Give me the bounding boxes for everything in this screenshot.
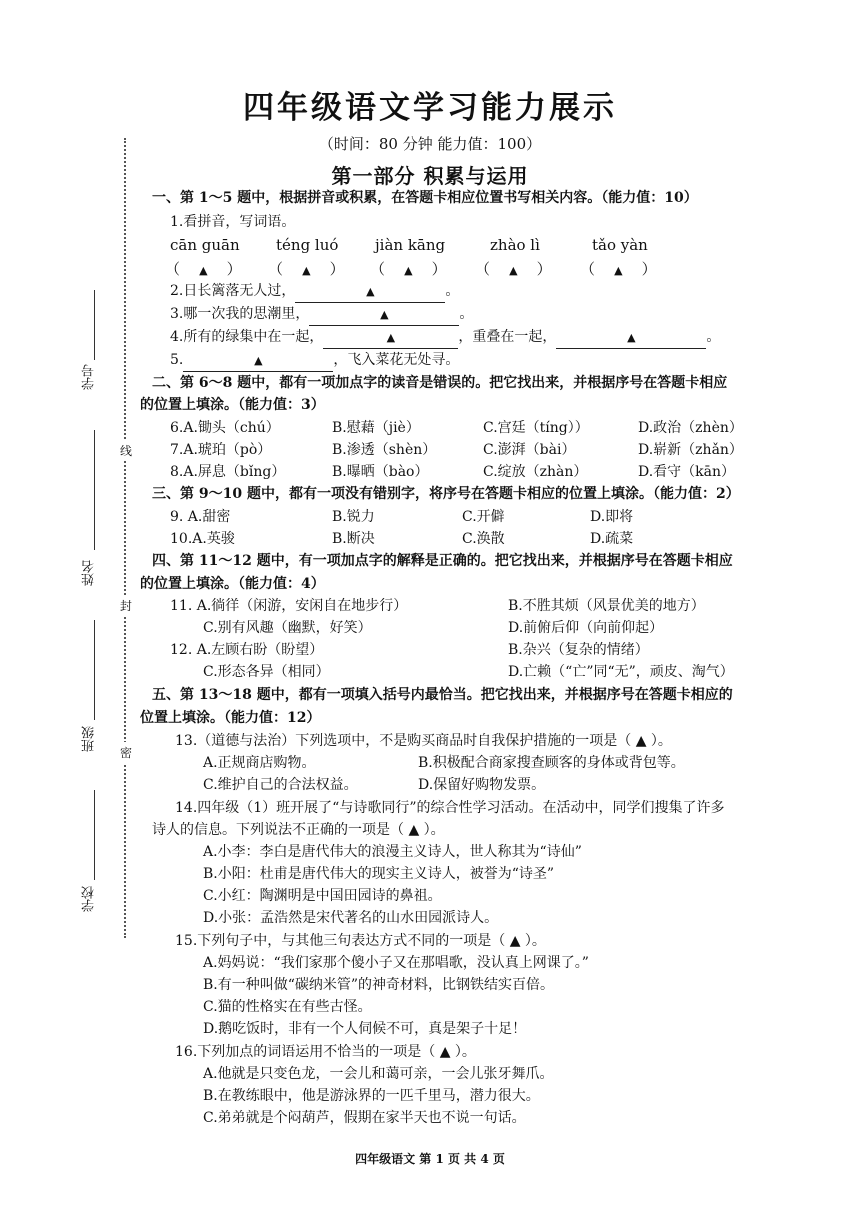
q2-r2-d[interactable]: D.崭新（zhǎn） — [638, 442, 743, 458]
q16-opt-b[interactable]: B.在教练眼中，他是游泳界的一匹千里马，潜力很大。 — [203, 1088, 540, 1104]
q13-stem: 13.（道德与法治）下列选项中，不是购买商品时自我保护措施的一项是（ ▲ ）。 — [175, 733, 672, 749]
label-class: 班级 — [82, 726, 97, 752]
marker-icon: ▲ — [254, 354, 263, 367]
q3-r2-c[interactable]: C.涣散 — [462, 531, 505, 547]
q3-r2-d[interactable]: D.疏菜 — [590, 531, 634, 547]
q15-opt-d[interactable]: D.鹅吃饭时，非有一个人伺候不可，真是架子十足！ — [203, 1021, 527, 1037]
marker-icon: ▲ — [366, 285, 375, 298]
marker-icon: ▲ — [302, 264, 311, 277]
q1-heading: 一、第 1～5 题中，根据拼音或积累，在答题卡相应位置书写相关内容。（能力值：10） — [152, 190, 698, 206]
exam-info: （时间：80 分钟 能力值：100） — [318, 135, 542, 153]
q16-opt-a[interactable]: A.他就是只变色龙，一会儿和蔼可亲，一会儿张牙舞爪。 — [203, 1066, 554, 1082]
field-class[interactable] — [94, 620, 95, 720]
q5-heading-2: 位置上填涂。（能力值：12） — [140, 710, 321, 726]
q2-r1-d[interactable]: D.政治（zhèn） — [638, 420, 743, 436]
q5-heading-1: 五、第 13～18 题中，都有一项填入括号内最恰当。把它找出来，并根据序号在答题卡相应的 — [152, 687, 733, 703]
answer-box-3[interactable]: （ ▲ ） — [370, 260, 447, 278]
pinyin-2: téng luó — [276, 236, 339, 254]
q16-opt-c[interactable]: C.弟弟就是个闷葫芦，假期在家半天也不说一句话。 — [203, 1110, 526, 1126]
q4-r1-b[interactable]: B.不胜其烦（风景优美的地方） — [508, 598, 705, 614]
q2-heading-2: 的位置上填涂。（能力值：3） — [140, 397, 325, 413]
label-school: 学校 — [82, 886, 97, 912]
q14-opt-b[interactable]: B.小阳：杜甫是唐代伟大的现实主义诗人，被誉为“诗圣” — [203, 866, 555, 882]
q14-opt-d[interactable]: D.小张：孟浩然是宋代著名的山水田园派诗人。 — [203, 910, 499, 926]
q1-sub: 1.看拼音，写词语。 — [170, 214, 296, 230]
q2-r2-c[interactable]: C.澎湃（bài） — [483, 442, 576, 458]
pinyin-1: cān guān — [170, 236, 240, 254]
q2-r1-b[interactable]: B.慰藉（jiè） — [332, 420, 420, 436]
q2-r3-c[interactable]: C.绽放（zhàn） — [483, 464, 588, 480]
q15-opt-a[interactable]: A.妈妈说：“我们家那个傻小子又在那唱歌，没认真上网课了。” — [203, 955, 589, 971]
q13-opt-b[interactable]: B.积极配合商家搜查顾客的身体或背包等。 — [418, 755, 685, 771]
label-student-number: 学号 — [82, 364, 97, 390]
q15-stem: 15.下列句子中，与其他三句表达方式不同的一项是（ ▲ ）。 — [175, 933, 546, 949]
fill-blank-4b[interactable] — [556, 327, 706, 349]
q14-stem-2: 诗人的信息。下列说法不正确的一项是（ ▲ ）。 — [152, 822, 445, 838]
q13-opt-c[interactable]: C.维护自己的合法权益。 — [203, 777, 358, 793]
field-name[interactable] — [94, 430, 95, 550]
q4-r3-b[interactable]: B.杂兴（复杂的情绪） — [508, 642, 649, 658]
label-name: 姓名 — [82, 560, 97, 586]
q4-r2-c[interactable]: C.别有风趣（幽默，好笑） — [203, 620, 372, 636]
q2-r3-d[interactable]: D.看守（kān） — [638, 464, 736, 480]
q4-r4-c[interactable]: C.形态各异（相同） — [203, 664, 330, 680]
q14-opt-c[interactable]: C.小红：陶渊明是中国田园诗的鼻祖。 — [203, 888, 442, 904]
q1-item-4: 4.所有的绿集中在一起， ▲ ，重叠在一起， ▲ 。 — [170, 327, 720, 349]
q3-r2-a[interactable]: 10.A.英骏 — [170, 531, 235, 547]
q13-opt-d[interactable]: D.保留好购物发票。 — [418, 777, 546, 793]
q4-heading-1: 四、第 11～12 题中，有一项加点字的解释是正确的。把它找出来，并根据序号在答题卡相应 — [152, 553, 733, 569]
part-title: 第一部分 积累与运用 — [331, 164, 529, 188]
q2-r2-b[interactable]: B.渗透（shèn） — [332, 442, 437, 458]
marker-icon: ▲ — [199, 264, 208, 277]
fill-blank-4a[interactable] — [323, 327, 458, 349]
field-school[interactable] — [94, 790, 95, 880]
page-footer: 四年级语文 第 1 页 共 4 页 — [355, 1152, 505, 1166]
pinyin-3: jiàn kāng — [375, 236, 446, 254]
q1-item-5: 5. ▲ ，飞入菜花无处寻。 — [170, 350, 459, 372]
q2-r1-a[interactable]: 6.A.锄头（chú） — [170, 420, 280, 436]
q14-stem-1: 14.四年级（1）班开展了“与诗歌同行”的综合性学习活动。在活动中，同学们搜集了许多 — [175, 800, 725, 816]
fill-blank-5[interactable] — [183, 350, 333, 372]
marker-icon: ▲ — [386, 331, 396, 344]
q2-r2-a[interactable]: 7.A.琥珀（pò） — [170, 442, 272, 458]
answer-box-4[interactable]: （ ▲ ） — [475, 260, 552, 278]
q3-r1-b[interactable]: B.锐力 — [332, 509, 375, 525]
q15-opt-b[interactable]: B.有一种叫做“碳纳米管”的神奇材料，比钢铁结实百倍。 — [203, 977, 555, 993]
q15-opt-c[interactable]: C.猫的性格实在有些古怪。 — [203, 999, 372, 1015]
q14-opt-a[interactable]: A.小李：李白是唐代伟大的浪漫主义诗人，世人称其为“诗仙” — [203, 844, 582, 860]
q4-r2-d[interactable]: D.前俯后仰（向前仰起） — [508, 620, 664, 636]
q3-heading: 三、第 9～10 题中，都有一项没有错别字，将序号在答题卡相应的位置上填涂。（能力值：2） — [152, 486, 740, 502]
q1-item-2: 2.日长篱落无人过， ▲ 。 — [170, 281, 459, 303]
q4-r3-a[interactable]: 12. A.左顾右盼（盼望） — [170, 642, 324, 658]
marker-icon: ▲ — [627, 331, 636, 344]
q16-stem: 16.下列加点的词语运用不恰当的一项是（ ▲ ）。 — [175, 1044, 476, 1060]
seal-char-secret: 密 — [120, 742, 132, 763]
q3-r1-a[interactable]: 9. A.甜密 — [170, 509, 231, 525]
seal-char-seal: 封 — [120, 595, 132, 616]
pinyin-5: tǎo yàn — [592, 236, 648, 254]
q4-heading-2: 的位置上填涂。（能力值：4） — [140, 576, 325, 592]
marker-icon: ▲ — [614, 264, 623, 277]
binding-dotted-line — [124, 138, 126, 938]
answer-box-5[interactable]: （ ▲ ） — [580, 260, 657, 278]
q2-heading-1: 二、第 6～8 题中，都有一项加点字的读音是错误的。把它找出来，并根据序号在答题卡相应 — [152, 375, 728, 391]
q4-r4-d[interactable]: D.亡赖（“亡”同“无”，顽皮、淘气） — [508, 664, 734, 680]
marker-icon: ▲ — [404, 264, 413, 277]
marker-icon: ▲ — [509, 264, 518, 277]
page-title: 四年级语文学习能力展示 — [243, 90, 617, 126]
q4-r1-a[interactable]: 11. A.徜徉（闲游，安闲自在地步行） — [170, 598, 408, 614]
q2-r3-b[interactable]: B.曝晒（bào） — [332, 464, 429, 480]
q3-r1-d[interactable]: D.即将 — [590, 509, 634, 525]
q3-r1-c[interactable]: C.开僻 — [462, 509, 505, 525]
marker-icon: ▲ — [380, 308, 389, 321]
answer-box-2[interactable]: （ ▲ ） — [268, 260, 345, 278]
q1-item-3: 3.哪一次我的思潮里， ▲ 。 — [170, 304, 473, 326]
pinyin-4: zhào lì — [490, 236, 540, 254]
q13-opt-a[interactable]: A.正规商店购物。 — [203, 755, 316, 771]
q2-r3-a[interactable]: 8.A.屏息（bǐng） — [170, 464, 286, 480]
q2-r1-c[interactable]: C.宫廷（tíng）） — [483, 420, 589, 436]
field-student-number[interactable] — [94, 290, 95, 360]
answer-box-1[interactable]: （ ▲ ） — [165, 260, 242, 278]
seal-char-line: 线 — [120, 440, 132, 461]
fill-blank-3[interactable] — [309, 304, 459, 326]
q3-r2-b[interactable]: B.断决 — [332, 531, 375, 547]
fill-blank-2[interactable] — [295, 281, 445, 303]
